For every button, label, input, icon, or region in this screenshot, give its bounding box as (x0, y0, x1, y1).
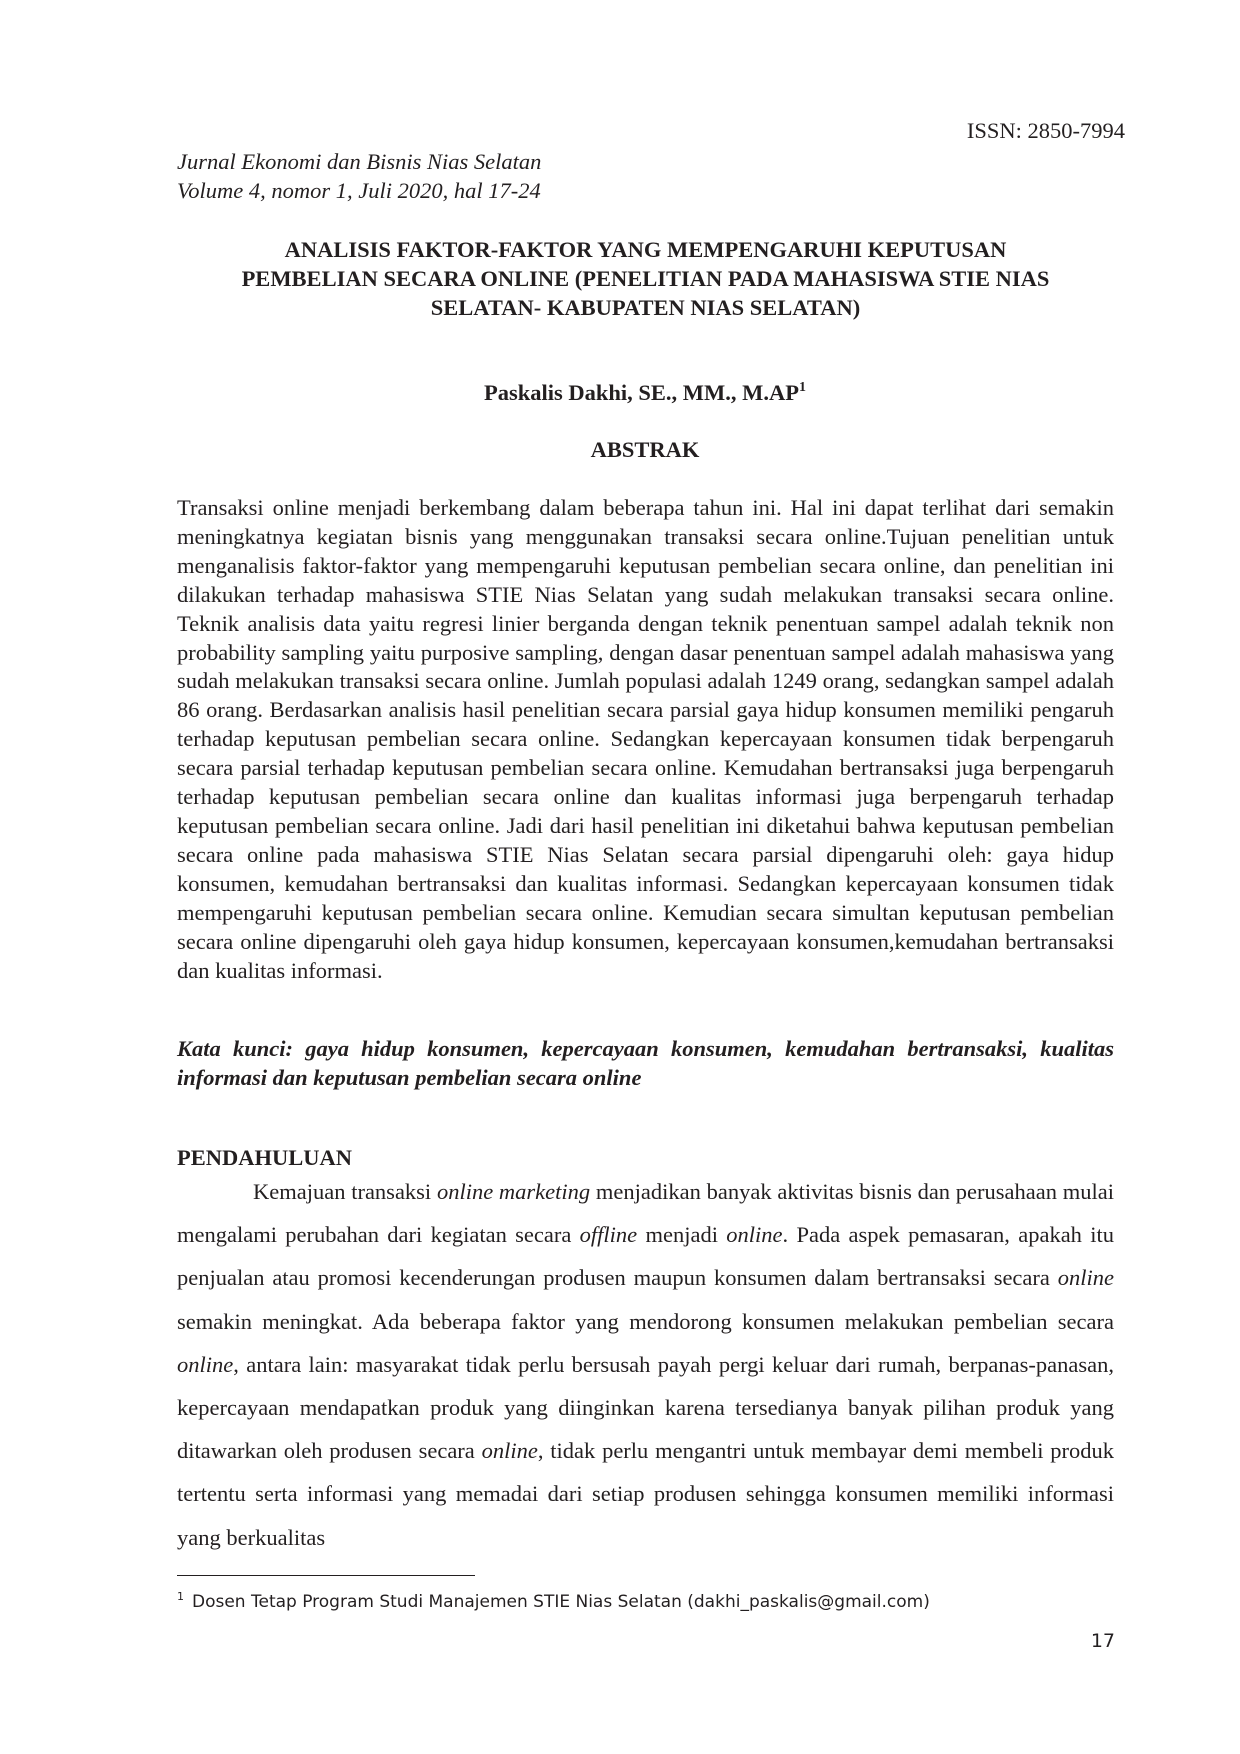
text-segment: semakin meningkat. Ada beberapa faktor yang mendorong konsumen melakukan pembelian secara (177, 1308, 1114, 1334)
issn: ISSN: 2850-7994 (966, 118, 1125, 143)
text-segment: menjadikan banyak aktivitas bisnis dan perusahaan mulai mengalami perubahan dari kegiatan secara (177, 1179, 1114, 1248)
abstract-heading: ABSTRAK (590, 437, 700, 462)
page-number: 17 (1090, 1630, 1115, 1652)
italic-term: online (177, 1351, 234, 1377)
text-segment: , antara lain: masyarakat tidak perlu bersusah payah pergi keluar dari rumah, berpanas-panasan, kepercayaan mendapatkan produk yang diinginkan karena tersedianya banyak pilihan produk yang ditawarkan oleh produsen secara (177, 1351, 1114, 1464)
footnote-divider (177, 1575, 475, 1576)
title-line: PEMBELIAN SECARA ONLINE (PENELITIAN PADA MAHASISWA STIE NIAS (241, 266, 1050, 291)
author-name: Paskalis Dakhi, SE., MM., M.AP (483, 380, 800, 405)
intro-paragraph (177, 1170, 1114, 1559)
abstract-text: Transaksi online menjadi berkembang dalam beberapa tahun ini. Hal ini dapat terlihat dari semakin meningkatnya kegiatan bisnis yang menggunakan transaksi secara online.Tujuan penelitian untuk menganalisis faktor-faktor yang mempengaruhi keputusan pembelian secara online, dan penelitian ini dilakukan terhadap mahasiswa STIE Nias Selatan yang sudah melakukan transaksi secara online. Teknik analisis data yaitu regresi linier berganda dengan teknik penentuan sampel adalah teknik non probability sampling yaitu purposive sampling, dengan dasar penentuan sampel adalah mahasiswa yang sudah melakukan transaksi secara online. Jumlah populasi adalah 1249 orang, sedangkan sampel adalah 86 orang. Berdasarkan analisis hasil penelitian secara parsial gaya hidup konsumen memiliki pengaruh terhadap keputusan pembelian secara online. Sedangkan kepercayaan konsumen tidak berpengaruh secara parsial terhadap keputusan pembelian secara online. Kemudahan bertransaksi juga berpengaruh terhadap keputusan pembelian secara online dan kualitas informasi juga berpengaruh terhadap keputusan pembelian secara online. Jadi dari hasil penelitian ini diketahui bahwa keputusan pembelian secara online pada mahasiswa STIE Nias Selatan secara parsial dipengaruhi oleh: gaya hidup konsumen, kemudahan bertransaksi dan kualitas informasi. Sedangkan kepercayaan konsumen tidak mempengaruhi keputusan pembelian secara online. Kemudian secara simultan keputusan pembelian secara online dipengaruhi oleh gaya hidup konsumen, kepercayaan konsumen,kemudahan bertransaksi dan kualitas informasi. (177, 495, 1114, 983)
text-segment: , tidak perlu mengantri untuk membayar demi membeli produk tertentu serta informasi yang memadai dari setiap produsen sehingga konsumen memiliki informasi yang berkualitas (177, 1438, 1115, 1550)
text-segment: Kemajuan transaksi (253, 1179, 437, 1204)
title-line: SELATAN- KABUPATEN NIAS SELATAN) (430, 295, 861, 320)
footnote-mark: 1 (177, 1590, 184, 1603)
volume-info: Volume 4, nomor 1, Juli 2020, hal 17-24 (177, 178, 541, 203)
italic-term: offline (579, 1222, 638, 1248)
title-line: ANALISIS FAKTOR-FAKTOR YANG MEMPENGARUHI KEPUTUSAN (284, 237, 1007, 262)
author (0, 380, 1240, 406)
journal-name: Jurnal Ekonomi dan Bisnis Nias Selatan (177, 149, 542, 174)
journal-info (177, 147, 541, 205)
text-segment: menjadi (637, 1222, 727, 1248)
keywords: Kata kunci: gaya hidup konsumen, kepercayaan konsumen, kemudahan bertransaksi, kualitas informasi dan keputusan pembelian secara online (177, 1036, 1114, 1090)
italic-term: online (481, 1438, 538, 1464)
italic-term: online (726, 1222, 783, 1248)
footnote-text: Dosen Tetap Program Studi Manajemen STIE Nias Selatan (dakhi_paskalis@gmail.com) (192, 1592, 930, 1612)
text-segment: . Pada aspek pemasaran, apakah itu penjualan atau promosi kecenderungan produsen maupun konsumen dalam bertransaksi secara (177, 1222, 1115, 1291)
section-heading-pendahuluan: PENDAHULUAN (177, 1145, 353, 1170)
italic-term: online (1057, 1265, 1114, 1291)
footnote (177, 1590, 1114, 1612)
italic-term: online marketing (436, 1179, 591, 1204)
paper-title (177, 235, 1114, 322)
author-footnote-mark: 1 (799, 380, 807, 395)
